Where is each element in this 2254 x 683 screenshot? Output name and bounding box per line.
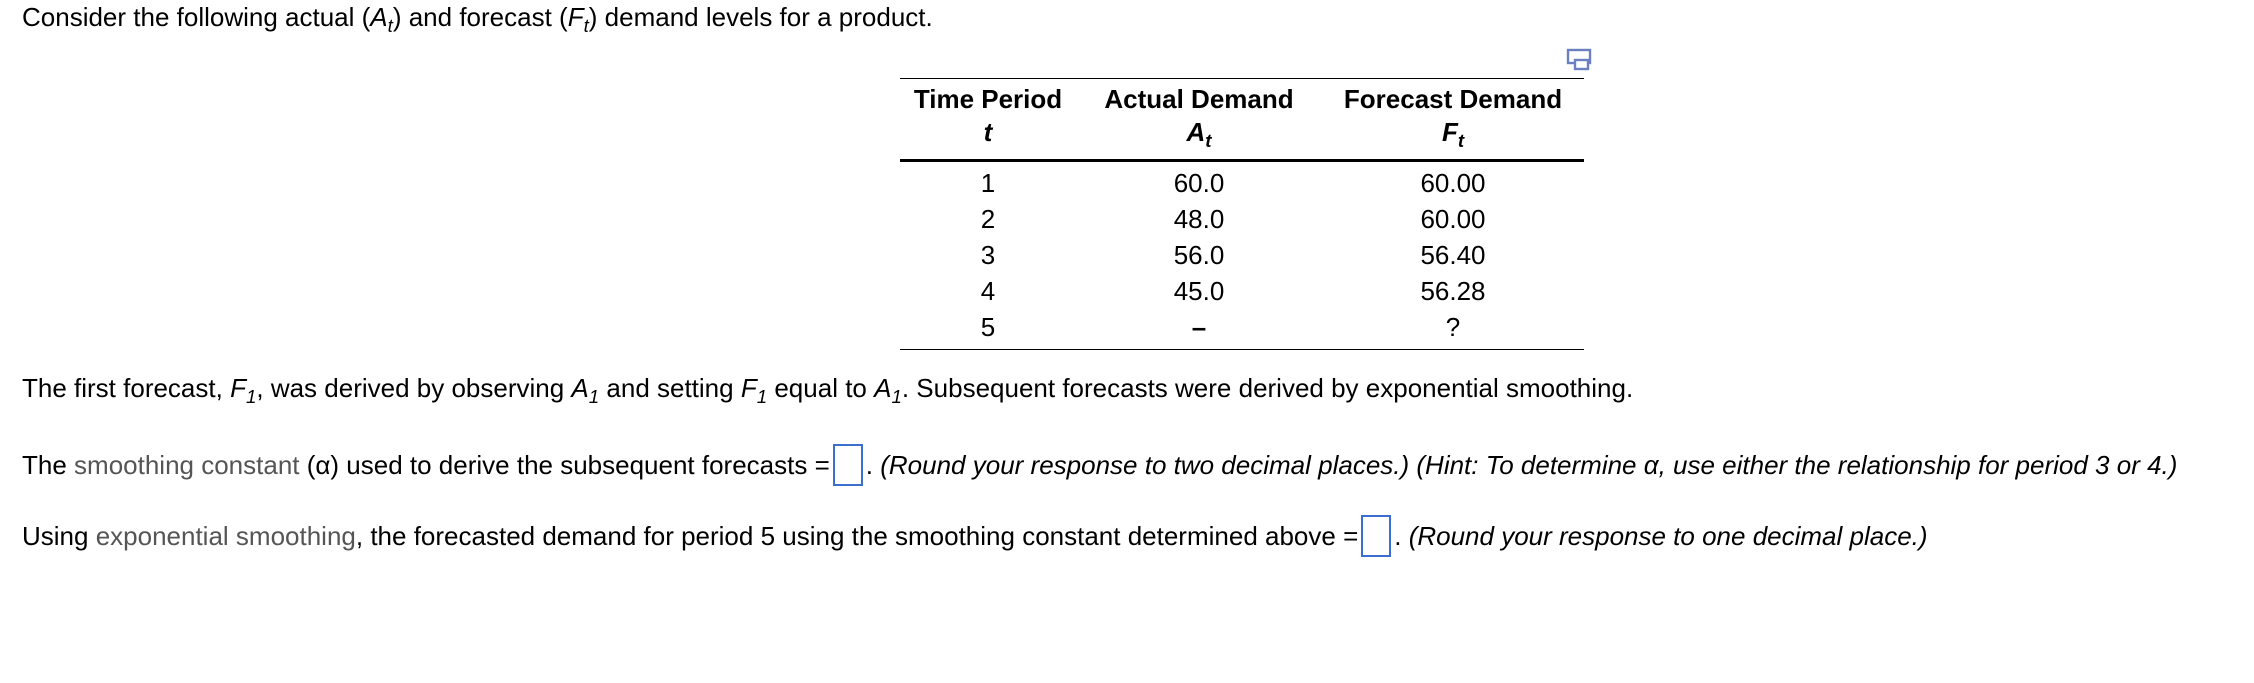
cell-actual: 48.0 (1173, 204, 1225, 234)
cell-forecast: 60.00 (1420, 168, 1486, 198)
table-row (900, 273, 1584, 309)
table-row (900, 237, 1584, 273)
cell-actual: – (1191, 312, 1207, 342)
header-symbol-at: $A_t$ (1186, 117, 1212, 151)
first-forecast-text: The first forecast, $F_1$, was derived by observing $A_1$ and setting $F_1$ equal to $A_1$. Subsequent forecasts were derived by exponential smoothing. (22, 373, 1634, 407)
cell-period: 4 (980, 276, 996, 306)
alpha-answer-input[interactable] (833, 444, 863, 486)
table-row (900, 165, 1584, 201)
cell-period: 3 (980, 240, 996, 270)
cell-forecast: 60.00 (1420, 204, 1486, 234)
header-symbol-ft: $F_t$ (1441, 117, 1465, 151)
header-actual-demand: Actual Demand (1104, 84, 1294, 114)
demand-table (900, 78, 1584, 350)
intro-text: Consider the following actual $(A_t)$ and forecast $(F_t)$ demand levels for a product. (22, 2, 933, 36)
header-forecast-demand: Forecast Demand (1343, 84, 1563, 114)
alpha-hint: (Round your response to two decimal places.) (Hint: To determine α, use either the relationship for period 3 or 4.) (880, 449, 2178, 480)
header-time-period: Time Period (913, 84, 1063, 114)
cell-forecast: ? (1445, 312, 1461, 342)
cell-period: 1 (980, 168, 996, 198)
table-row (900, 309, 1584, 345)
header-symbol-t: t (983, 117, 993, 147)
cell-actual: 45.0 (1173, 276, 1225, 306)
table-row (900, 201, 1584, 237)
exponential-smoothing-term[interactable]: exponential smoothing (95, 520, 356, 551)
cell-period: 5 (980, 312, 996, 342)
cell-actual: 60.0 (1173, 168, 1225, 198)
cell-period: 2 (980, 204, 996, 234)
forecast-answer-input[interactable] (1361, 515, 1391, 557)
smoothing-constant-question: The smoothing constant (α) used to derive the subsequent forecasts = . (Round your response to two decimal places.) (Hint: To determine α, use either the relationship for period 3 or 4.) (22, 446, 2177, 488)
table-header (900, 79, 1584, 162)
cell-actual: 56.0 (1173, 240, 1225, 270)
expand-table-icon[interactable] (1566, 48, 1594, 72)
smoothing-constant-term[interactable]: smoothing constant (74, 449, 300, 480)
period5-forecast-question: Using exponential smoothing, the forecasted demand for period 5 using the smoothing constant determined above = . (Round your response to one decimal place.) (22, 517, 1928, 559)
forecast-hint: (Round your response to one decimal place.) (1408, 520, 1928, 551)
cell-forecast: 56.28 (1420, 276, 1486, 306)
cell-forecast: 56.40 (1420, 240, 1486, 270)
